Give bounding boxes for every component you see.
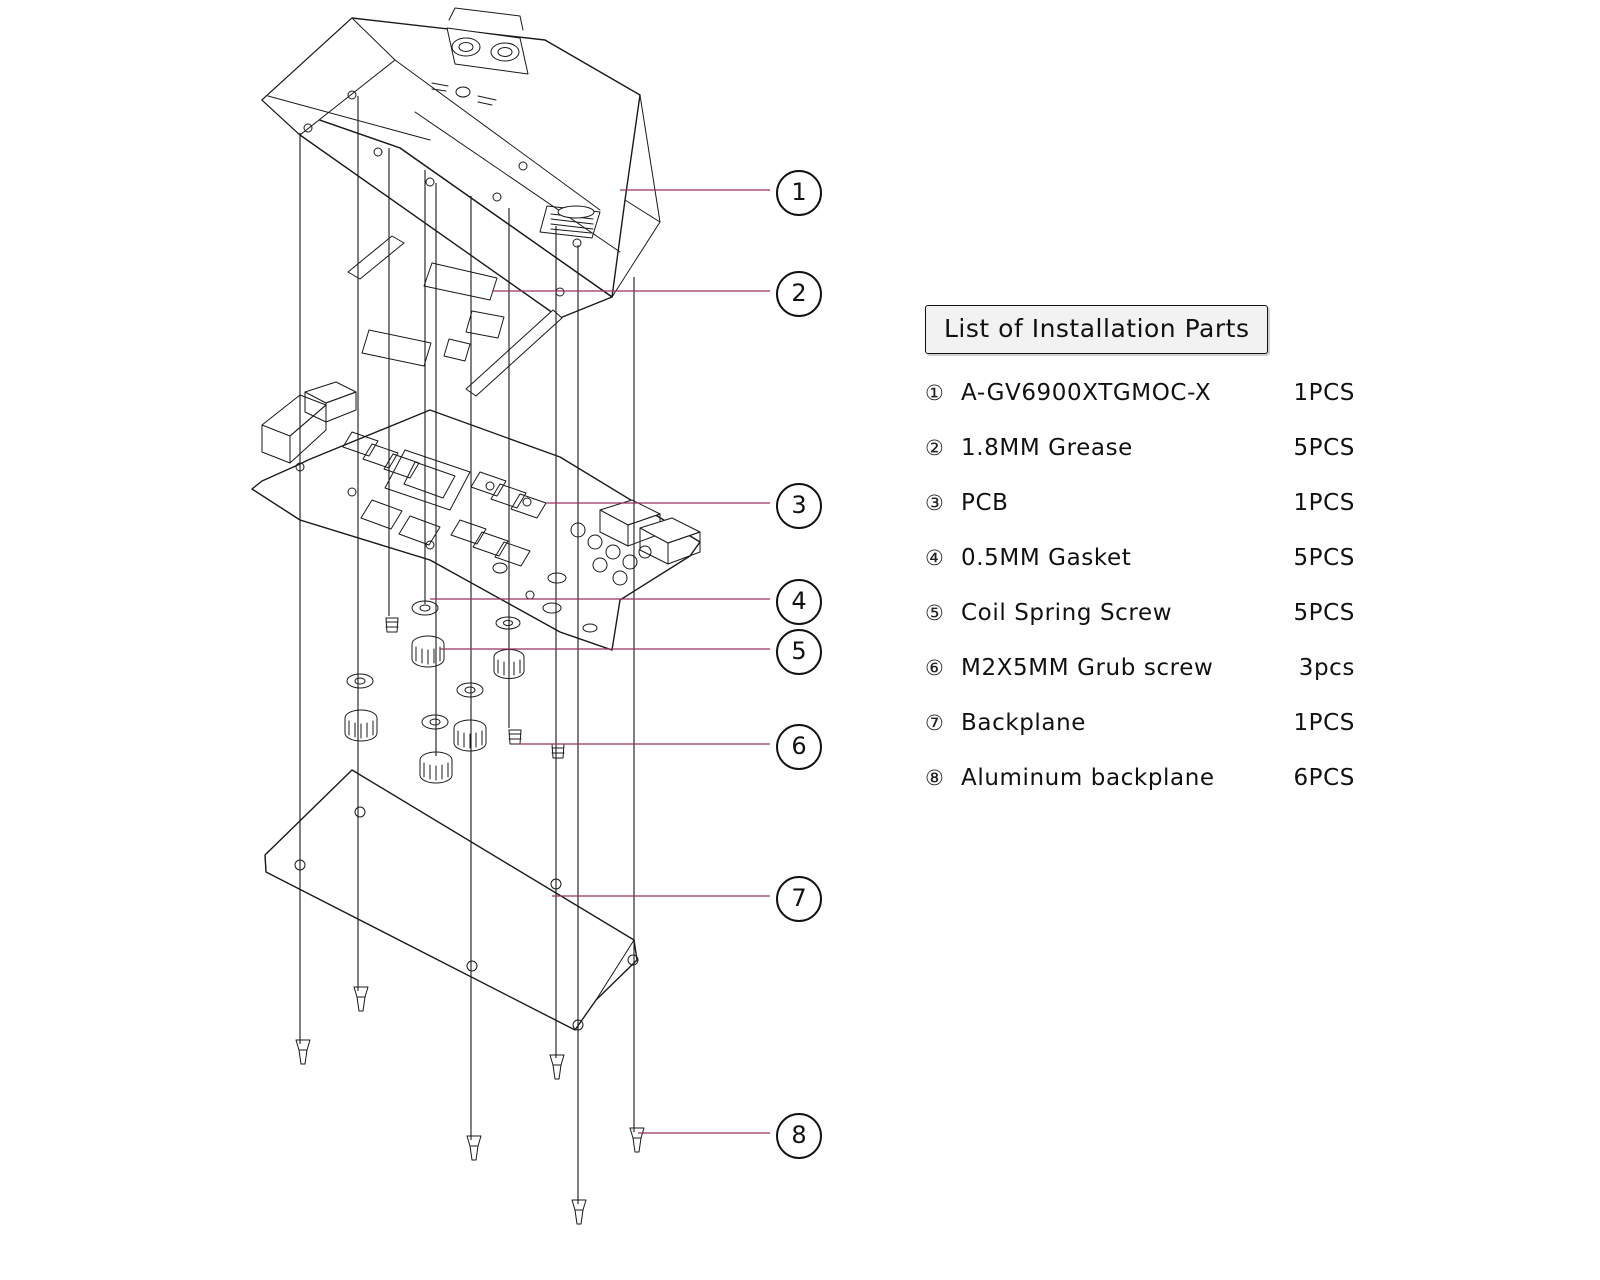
list-item	[925, 600, 1355, 626]
parts-panel-title: List of Installation Parts	[944, 314, 1250, 343]
parts-panel-title-box	[925, 305, 1268, 354]
callout-7: 7	[776, 876, 822, 922]
list-item	[925, 655, 1355, 681]
callout-4: 4	[776, 579, 822, 625]
parts-list	[925, 380, 1355, 791]
part-number: ⑦	[925, 711, 945, 735]
part-name: A-GV6900XTGMOC-X	[961, 380, 1212, 406]
list-item	[925, 710, 1355, 736]
list-item	[925, 490, 1355, 516]
part-number: ②	[925, 436, 945, 460]
part-number: ③	[925, 491, 945, 515]
part-quantity: 1PCS	[1293, 380, 1355, 406]
part-name: Aluminum backplane	[961, 765, 1215, 791]
part-name: PCB	[961, 490, 1009, 516]
backplane	[265, 770, 638, 1030]
list-item	[925, 765, 1355, 791]
callout-2: 2	[776, 271, 822, 317]
list-item	[925, 380, 1355, 406]
coil-spring-screws-and-gaskets	[345, 601, 564, 783]
part-quantity: 6PCS	[1293, 765, 1355, 791]
part-name: 1.8MM Grease	[961, 435, 1133, 461]
part-name: Backplane	[961, 710, 1087, 736]
part-number: ④	[925, 546, 945, 570]
part-name: M2X5MM Grub screw	[961, 655, 1214, 681]
graphics-card-pcb	[252, 382, 700, 650]
callout-8: 8	[776, 1113, 822, 1159]
part-quantity: 5PCS	[1293, 600, 1355, 626]
part-number: ⑥	[925, 656, 945, 680]
aluminum-backplane-standoffs	[296, 987, 644, 1224]
callout-1: 1	[776, 170, 822, 216]
list-item	[925, 435, 1355, 461]
callout-3: 3	[776, 483, 822, 529]
part-number: ⑧	[925, 766, 945, 790]
part-quantity: 1PCS	[1293, 490, 1355, 516]
list-item	[925, 545, 1355, 571]
part-number: ①	[925, 381, 945, 405]
part-quantity: 1PCS	[1293, 710, 1355, 736]
part-quantity: 5PCS	[1293, 545, 1355, 571]
part-number: ⑤	[925, 601, 945, 625]
callout-5: 5	[776, 629, 822, 675]
part-quantity: 3pcs	[1298, 655, 1355, 681]
part-name: 0.5MM Gasket	[961, 545, 1132, 571]
installation-parts-panel	[925, 305, 1355, 820]
part-quantity: 5PCS	[1293, 435, 1355, 461]
callout-6: 6	[776, 724, 822, 770]
part-name: Coil Spring Screw	[961, 600, 1173, 626]
